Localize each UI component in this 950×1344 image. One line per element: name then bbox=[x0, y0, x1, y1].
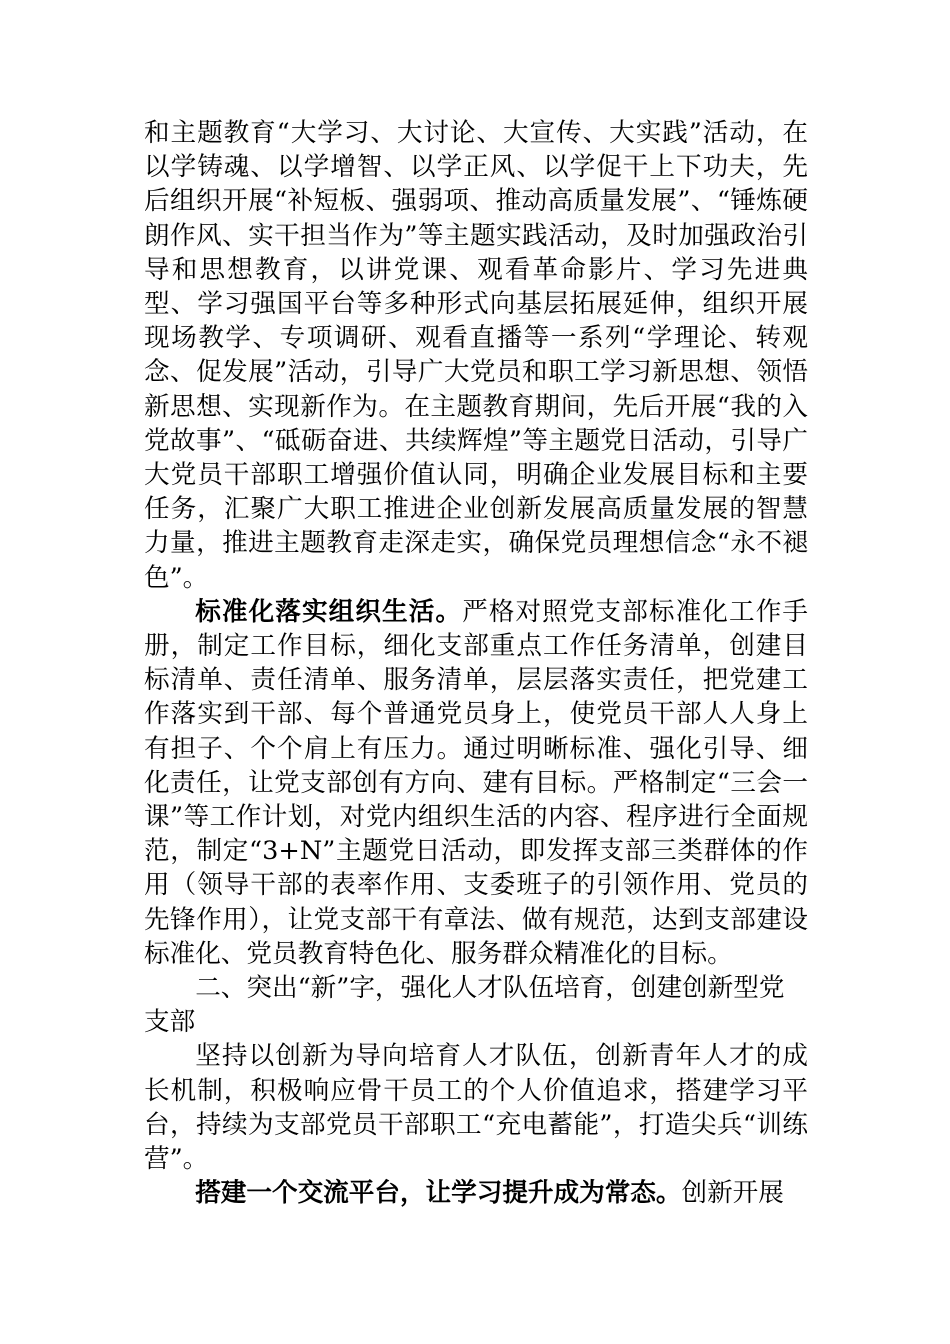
paragraph-exchange-platform bbox=[144, 1176, 808, 1210]
paragraph-text: 坚持以创新为导向培育人才队伍，创新青年人才的成长机制，积极响应骨干员工的个人价值追求，搭建学习平台，持续为支部党员干部职工“充电蓄能”，打造尖兵“训练营”。 bbox=[144, 1041, 808, 1175]
section-heading-text: 二、突出“新”字，强化人才队伍培育，创建创新型党支部 bbox=[144, 973, 785, 1038]
paragraph-lead-heading: 标准化落实组织生活。 bbox=[195, 596, 463, 627]
paragraph-innovation-talent bbox=[144, 1039, 808, 1176]
paragraph-text: 创新开展 bbox=[681, 1178, 784, 1209]
document-page bbox=[144, 116, 808, 1211]
paragraph-lead-heading: 搭建一个交流平台，让学习提升成为常态。 bbox=[195, 1178, 682, 1209]
paragraph-text: 严格对照党支部标准化工作手册，制定工作目标，细化支部重点工作任务清单，创建目标清单、责任清单、服务清单，层层落实责任，把党建工作落实到干部、每个普通党员身上，使党员干部人人身上有担子、个个肩上有压力。通过明晰标准、强化引导、细化责任，让党支部创有方向、建有目标。严格制定“三会一课”等工作计划，对党内组织生活的内容、程序进行全面规范，制定“3+N”主题党日活动，即发挥支部三类群体的作用（领导干部的表率作用、支委班子的引领作用、党员的先锋作用），让党支部干有章法、做有规范，达到支部建设标准化、党员教育特色化、服务群众精准化的目标。 bbox=[144, 596, 808, 969]
paragraph-theme-education bbox=[144, 116, 808, 595]
paragraph-standardized-organization-life bbox=[144, 595, 808, 971]
section-heading-two bbox=[144, 971, 808, 1039]
paragraph-text: 和主题教育“大学习、大讨论、大宣传、大实践”活动，在以学铸魂、以学增智、以学正风、以学促干上下功夫，先后组织开展“补短板、强弱项、推动高质量发展”、“锤炼硬朗作风、实干担当作为”等主题实践活动，及时加强政治引导和思想教育，以讲党课、观看革命影片、学习先进典型、学习强国平台等多种形式向基层拓展延伸，组织开展现场教学、专项调研、观看直播等一系列“学理论、转观念、促发展”活动，引导广大党员和职工学习新思想、领悟新思想、实现新作为。在主题教育期间，先后开展“我的入党故事”、“砥砺奋进、共续辉煌”等主题党日活动，引导广大党员干部职工增强价值认同，明确企业发展目标和主要任务，汇聚广大职工推进企业创新发展高质量发展的智慧力量，推进主题教育走深走实，确保党员理想信念“永不褪色”。 bbox=[144, 118, 808, 593]
